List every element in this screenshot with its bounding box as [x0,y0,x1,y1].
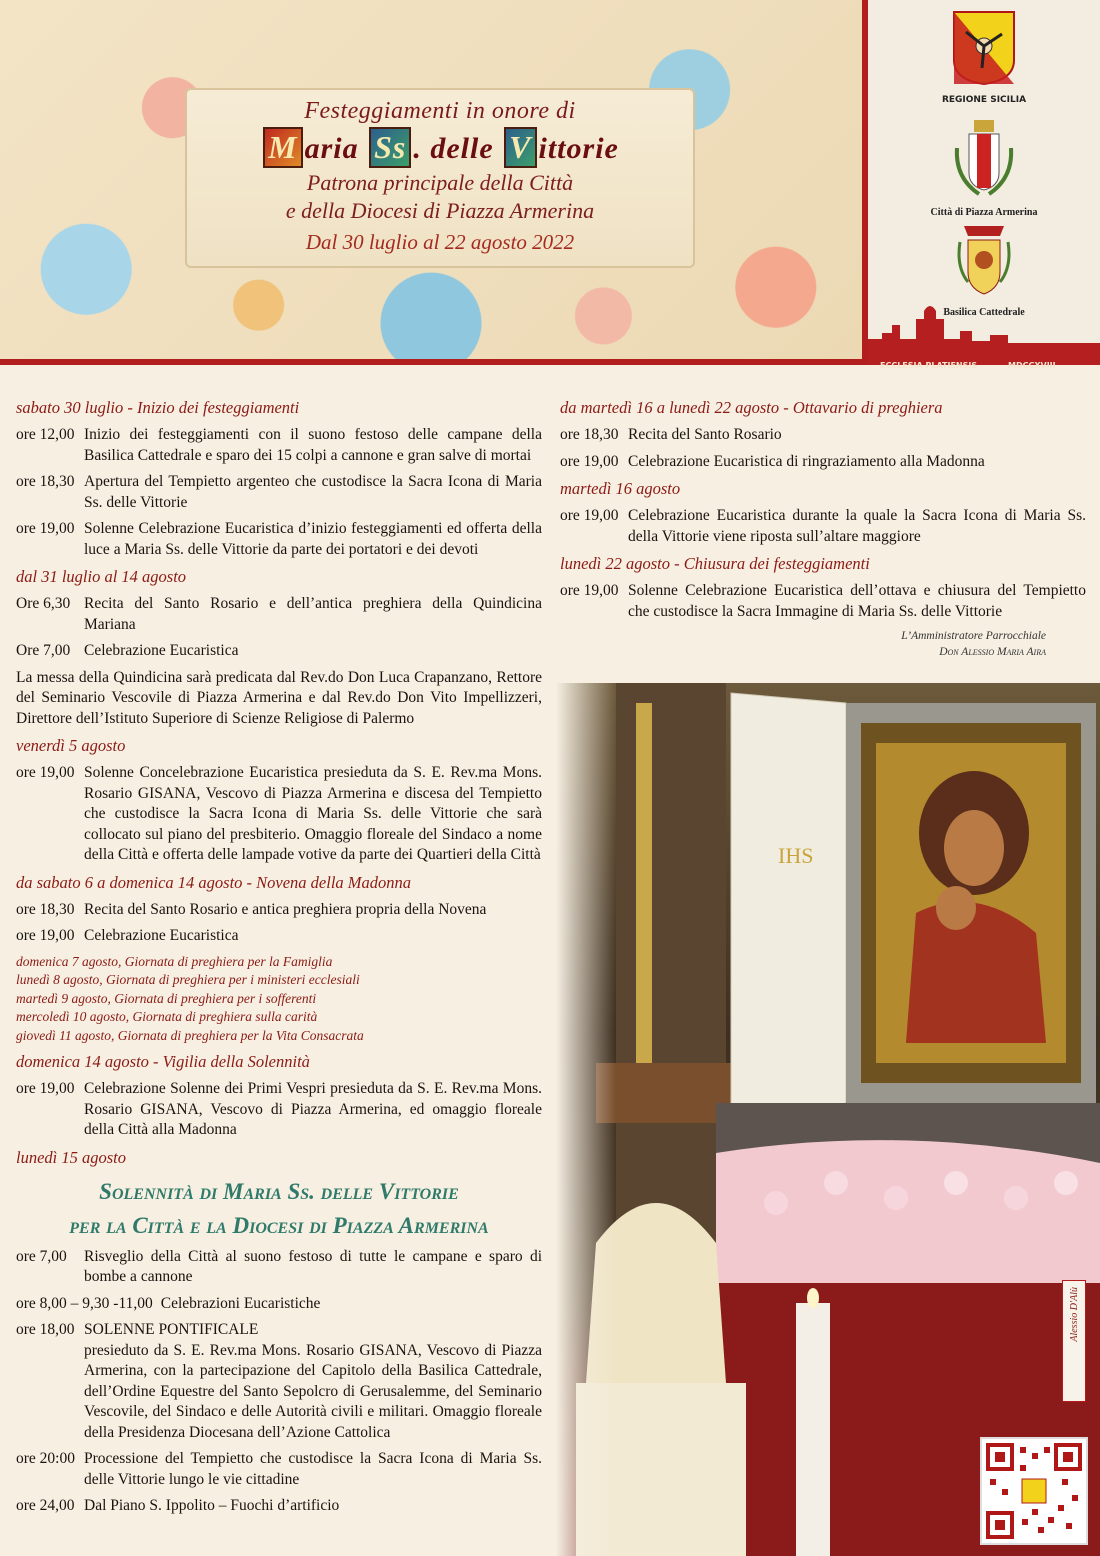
left-column [16,397,542,1523]
photo-credit-text: Alessio D'Alù [1068,1287,1080,1342]
header-line1: Festeggiamenti in onore di [304,98,576,124]
basilica-crest-icon [954,222,1014,298]
prayer-day: martedì 9 agosto, Giornata di preghiera per i sofferenti [16,990,317,1006]
time: ore 19,00 [560,452,619,470]
desc: Apertura del Tempietto argenteo che custodisce la Sacra Icona di Maria Ss. delle Vittorie [84,473,542,511]
desc: Recita del Santo Rosario e dell’antica preghiera della Quindicina Mariana [84,595,542,633]
time: ore 12,00 [16,426,75,443]
photo-fade [556,683,616,1556]
schedule-row [16,1341,542,1444]
desc: Celebrazione Eucaristica di ringraziamento alla Madonna [628,452,985,470]
section-title: dal 31 luglio al 14 agosto [16,567,187,586]
desc: Recita del Santo Rosario [628,426,782,443]
schedule-row [16,926,542,947]
title-initial-m: M [263,127,302,168]
trinacria-icon [952,10,1016,86]
section-title: domenica 14 agosto - Vigilia della Solennità [16,1052,310,1071]
schedule-row [16,1294,542,1315]
desc: Celebrazione Solenne dei Primi Vespri presieduta da S. E. Rev.ma Mons. Rosario GISANA, Vescovo di Piazza Armerina, ed omaggio floreale della Città alla Madonna [84,1080,542,1138]
header-banner [0,0,868,365]
svg-text:IHS: IHS [778,843,814,868]
schedule-row [560,425,1086,446]
prayer-days [16,953,542,1046]
desc: Dal Piano S. Ippolito – Fuochi d’artificio [84,1497,340,1514]
regione-logo [868,10,1100,105]
schedule-row [16,1079,542,1141]
altar-illustration [556,683,1100,1556]
time: ore 19,00 [16,764,75,781]
solemnity-line1: Solennità di Maria Ss. delle Vittorie [99,1178,459,1204]
title-initial-ss: Ss [369,127,411,168]
schedule-row [560,452,1086,473]
signature-name: Don Alessio Maria Aira [939,646,1046,658]
schedule-row [16,1496,542,1517]
section-title: lunedì 15 agosto [16,1147,126,1167]
mdccxviii-label: MDCCXVIII [1008,361,1056,370]
main-title [185,127,695,168]
citta-logo [868,118,1100,218]
time: ore 18,30 [16,900,75,918]
title-part1: aria [304,132,359,165]
schedule-row [16,641,542,662]
logo-panel [868,0,1100,370]
time: ore 18,30 [16,473,75,490]
time: ore 20:00 [16,1450,75,1467]
time: Ore 6,30 [16,595,71,612]
schedule-row [16,472,542,513]
time: ore 8,00 – 9,30 -11,00 [16,1294,153,1312]
desc: Celebrazioni Eucaristiche [160,1294,321,1312]
title-initial-v: V [504,127,536,168]
time: Ore 7,00 [16,642,71,659]
time: ore 19,00 [16,1080,75,1097]
prayer-day: domenica 7 agosto, Giornata di preghiera per la Famiglia [16,953,333,969]
schedule-row [16,519,542,560]
desc: Celebrazione Eucaristica durante la quale la Sacra Icona di Maria Ss. della Vittorie viene riposta sull’altare maggiore [628,507,1086,545]
header-line4: e della Diocesi di Piazza Armerina [285,198,595,223]
desc: presieduto da S. E. Rev.ma Mons. Rosario GISANA, Vescovo di Piazza Armerina, con la partecipazione del Capitolo della Basilica Cattedrale, dell’Ordine Equestre del Santo Sepolcro di Gerusalemme, del Seminario Vescovile, del Sindaco e delle Autorità civili e militari. Omaggio floreale della Presidenza Diocesana dell’Azione Cattolica [84,1341,542,1441]
time: ore 19,00 [16,520,75,537]
section-title: martedì 16 agosto [560,479,681,498]
schedule-row [16,1320,542,1341]
time: ore 18,00 [16,1321,75,1338]
prayer-day: lunedì 8 agosto, Giornata di preghiera per i ministeri ecclesiali [16,972,360,987]
desc: Inizio dei festeggiamenti con il suono festoso delle campane della Basilica Cattedrale e sparo dei 15 colpi a cannone e gran salve di mortai [84,426,542,464]
time: ore 19,00 [16,927,75,944]
section-title: da sabato 6 a domenica 14 agosto - Novena della Madonna [16,872,412,892]
time: ore 19,00 [560,582,619,599]
desc: Solenne Concelebrazione Eucaristica presieduta da S. E. Rev.ma Mons. Rosario GISANA, Vescovo di Piazza Armerina e discesa del Tempietto che custodisce la Sacra Icona di Maria Ss. delle Vittorie che sarà collocato sul piano del presbiterio. Omaggio floreale del Sindaco a nome della Città e offerta delle lampade votive da parte dei Quartieri della Città [84,764,542,863]
schedule-row [16,1449,542,1490]
section-title: lunedì 22 agosto - Chiusura dei festeggiamenti [560,554,870,573]
desc: Recita del Santo Rosario e antica preghiera propria della Novena [84,900,487,918]
desc: Celebrazione Eucaristica [84,927,239,944]
note-paragraph: La messa della Quindicina sarà predicata dal Rev.do Don Luca Crapanzano, Rettore del Seminario Vescovile di Piazza Armerina e dal Rev.do Don Vito Impellizzeri, Direttore dell’Istituto Superiore di Scienze Religiose di Palermo [16,668,542,727]
section-title: da martedì 16 a lunedì 22 agosto - Ottavario di preghiera [560,398,943,417]
schedule-row [16,594,542,635]
ecclesia-label: ECCLESIA PLATIENSIS [880,361,978,370]
citta-label: Città di Piazza Armerina [930,207,1038,218]
signature-role: L’Amministratore Parrocchiale [901,630,1046,642]
section-title: sabato 30 luglio - Inizio dei festeggiamenti [16,398,300,417]
time: ore 18,30 [560,426,619,443]
desc: Processione del Tempietto che custodisce la Sacra Icona di Maria Ss. delle Vittorie lungo le vie cittadine [84,1450,542,1488]
schedule-row [16,1247,542,1288]
right-column [560,397,1086,660]
city-crest-icon [949,118,1019,198]
title-part3: ittorie [538,132,619,165]
schedule-row [560,506,1086,547]
schedule-row [560,581,1086,622]
schedule-row [16,763,542,866]
header-dates: Dal 30 luglio al 22 agosto 2022 [305,230,575,254]
schedule-row [16,900,542,921]
header-line3: Patrona principale della Città [306,170,574,195]
title-part2: . delle [413,132,494,165]
desc: Risveglio della Città al suono festoso di tutte le campane e sparo di bombe a cannone [84,1247,542,1285]
solemnity-title [16,1175,542,1243]
photo-credit [1062,1280,1086,1402]
madonna-photo [556,683,1100,1556]
schedule-row [16,425,542,466]
desc: Solenne Celebrazione Eucaristica d’inizio festeggiamenti ed offerta della luce a Maria Ss. delle Vittorie da parte dei portatori e dei devoti [84,520,542,558]
time: ore 19,00 [560,507,619,524]
qr-code-icon [982,1439,1086,1543]
basilica-label: Basilica Cattedrale [943,307,1025,318]
desc: Celebrazione Eucaristica [84,642,239,659]
time: ore 7,00 [16,1247,67,1265]
solemnity-line2: per la Città e la Diocesi di Piazza Armerina [69,1212,489,1238]
prayer-day: mercoledì 10 agosto, Giornata di preghiera sulla carità [16,1009,318,1024]
pontificale-heading: SOLENNE PONTIFICALE [84,1321,259,1338]
cathedral-skyline-icon [868,295,1100,365]
section-title: venerdì 5 agosto [16,736,126,755]
qr-code[interactable] [980,1437,1088,1545]
time: ore 24,00 [16,1497,75,1514]
title-scroll [185,88,695,268]
desc: Solenne Celebrazione Eucaristica dell’ottava e chiusura del Tempietto che custodisce la Sacra Immagine di Maria Ss. delle Vittorie [628,582,1086,620]
regione-label: REGIONE SICILIA [941,95,1027,105]
signature [560,628,1046,660]
prayer-day: giovedì 11 agosto, Giornata di preghiera per la Vita Consacrata [16,1027,364,1043]
